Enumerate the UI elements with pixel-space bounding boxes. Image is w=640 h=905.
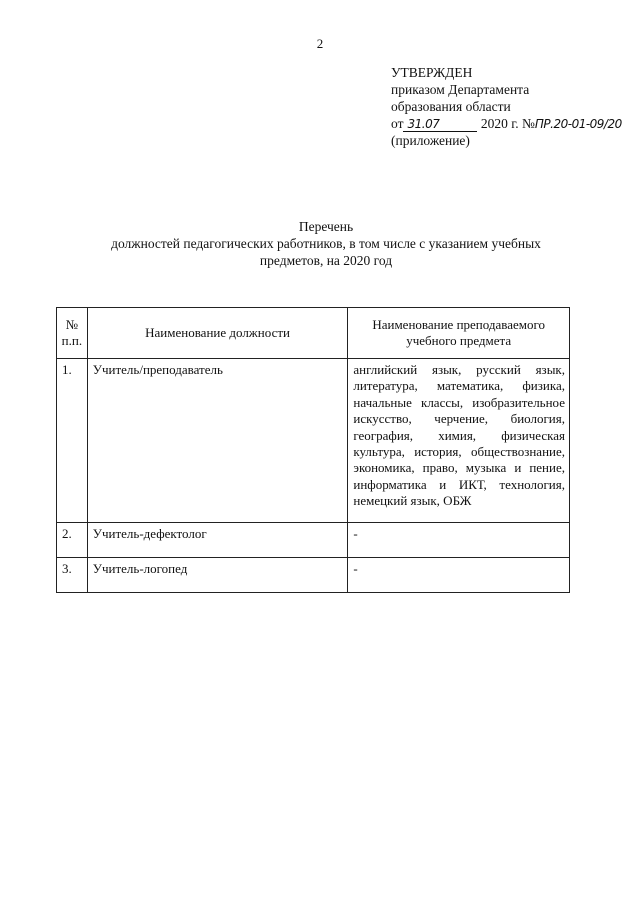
table-row	[57, 359, 570, 523]
header-position: Наименование должности	[87, 308, 348, 359]
table-header-row	[57, 308, 570, 359]
approval-title: УТВЕРЖДЕН	[391, 65, 473, 80]
date-prefix: от	[391, 116, 404, 131]
approval-date-line	[391, 115, 631, 132]
table-row	[57, 522, 570, 557]
page-number: 2	[316, 36, 324, 51]
approval-attachment: (приложение)	[391, 133, 470, 148]
year: 2020	[480, 116, 508, 131]
row-subjects: -	[348, 522, 570, 557]
title-line-3: предметов, на 2020 год	[259, 253, 393, 268]
title-line-1: Перечень	[298, 219, 354, 234]
row-position: Учитель-дефектолог	[87, 522, 348, 557]
header-subject: Наименование преподаваемого учебного предмета	[348, 308, 570, 359]
row-num: 3.	[57, 557, 88, 592]
approval-line-2: образования области	[391, 99, 511, 114]
approval-stamp	[391, 64, 631, 149]
positions-table	[56, 307, 570, 593]
row-subjects: -	[348, 557, 570, 592]
handwritten-number: ПР.20-01-09/20	[534, 117, 622, 131]
row-subjects: английский язык, русский язык, литература, математика, физика, начальные классы, изобразительное искусство, черчение, биология, география, химия, физическая культура, история, обществознание, экономика, право, музыка и пение, информатика и ИКТ, технология, немецкий язык, ОБЖ	[348, 359, 570, 523]
row-num: 2.	[57, 522, 88, 557]
row-position: Учитель/преподаватель	[87, 359, 348, 523]
year-suffix: г.	[511, 116, 519, 131]
document-title	[60, 218, 592, 269]
number-prefix: №	[522, 116, 535, 131]
row-position: Учитель-логопед	[87, 557, 348, 592]
row-num: 1.	[57, 359, 88, 523]
table-row	[57, 557, 570, 592]
handwritten-date: 31.07	[403, 117, 477, 132]
title-line-2: должностей педагогических работников, в том числе с указанием учебных	[111, 236, 541, 251]
approval-line-1: приказом Департамента	[391, 82, 530, 97]
header-num: № п.п.	[57, 308, 88, 359]
